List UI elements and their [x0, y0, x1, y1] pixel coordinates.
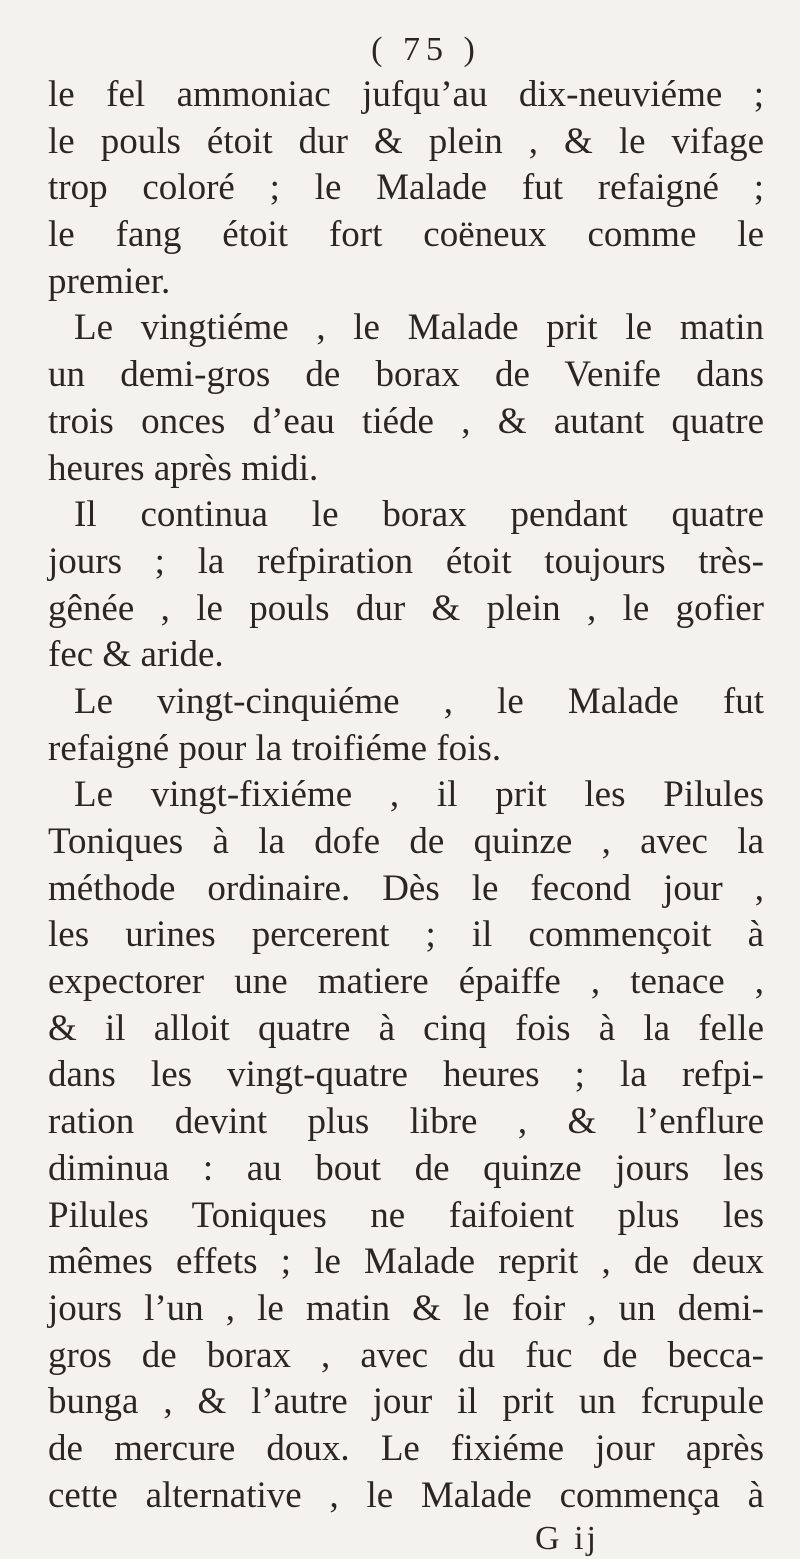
- text-line: le pouls étoit dur & plein , & le vifage: [48, 120, 764, 162]
- text-line: un demi-gros de borax de Venife dans: [48, 354, 764, 396]
- text-line: fec & aride.: [48, 634, 224, 676]
- text-line: heures après midi.: [48, 447, 319, 489]
- text-line: de mercure doux. Le fixiéme jour après: [48, 1427, 764, 1469]
- text-line: gros de borax , avec du fuc de becca-: [48, 1334, 764, 1376]
- text-line: jours ; la refpiration étoit toujours très-: [48, 540, 764, 582]
- text-line: jours l’un , le matin & le foir , un demi-: [48, 1287, 764, 1329]
- text-line: le fel ammoniac jufqu’au dix-neuviéme ;: [48, 74, 764, 115]
- text-line: Pilules Toniques ne faifoient plus les: [48, 1194, 764, 1236]
- text-line: Le vingt-fixiéme , il prit les Pilules: [74, 774, 764, 816]
- text-line: dans les vingt-quatre heures ; la refpi-: [48, 1054, 764, 1096]
- text-line: refaigné pour la troifiéme fois.: [48, 727, 502, 769]
- text-line: trois onces d’eau tiéde , & autant quatre: [48, 400, 764, 442]
- text-line: Toniques à la dofe de quinze , avec la: [48, 821, 764, 862]
- text-line: expectorer une matiere épaiffe , tenace ,: [48, 961, 764, 1003]
- text-line: & il alloit quatre à cinq fois à la felle: [48, 1007, 764, 1049]
- body-text: [48, 72, 764, 1519]
- text-line: cette alternative , le Malade commença à: [48, 1474, 764, 1516]
- text-line: trop coloré ; le Malade fut refaigné ;: [48, 167, 764, 209]
- text-line: Il continua le borax pendant quatre: [74, 494, 764, 536]
- text-line: les urines percerent ; il commençoit à: [48, 914, 764, 956]
- text-line: Le vingtiéme , le Malade prit le matin: [74, 307, 764, 349]
- signature-mark: G ij: [535, 1520, 599, 1558]
- text-line: méthode ordinaire. Dès le fecond jour ,: [48, 867, 764, 909]
- text-line: ration devint plus libre , & l’enflure: [48, 1101, 764, 1143]
- text-line: diminua : au bout de quinze jours les: [48, 1147, 764, 1189]
- text-line: le fang étoit fort coëneux comme le: [48, 214, 764, 256]
- page-number: ( 75 ): [371, 31, 481, 68]
- text-line: bunga , & l’autre jour il prit un fcrupule: [48, 1381, 764, 1423]
- text-line: mêmes effets ; le Malade reprit , de deux: [48, 1241, 764, 1283]
- text-line: gênée , le pouls dur & plein , le gofier: [48, 587, 764, 629]
- text-line: premier.: [48, 260, 171, 302]
- text-line: Le vingt-cinquiéme , le Malade fut: [74, 680, 764, 722]
